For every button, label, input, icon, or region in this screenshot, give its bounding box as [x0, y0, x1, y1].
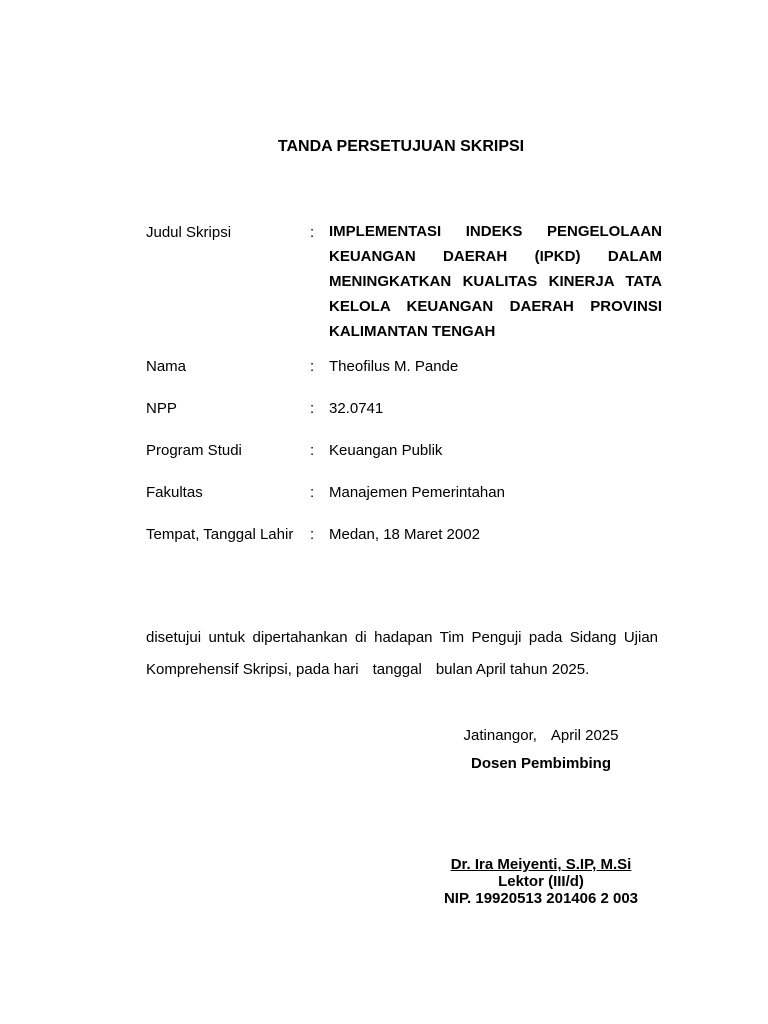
- field-value-judul: IMPLEMENTASI INDEKS PENGELOLAAN KEUANGAN DAERAH (IPKD) DALAM MENINGKATKAN KUALITAS KINERJA TATA KELOLA KEUANGAN DAERAH PROVINSI KALIMANTAN TENGAH: [329, 223, 662, 340]
- approval-paragraph: [146, 622, 658, 686]
- approval-text-2: tanggal: [372, 661, 422, 678]
- approval-text-1: disetujui untuk dipertahankan di hadapan Tim Penguji pada Sidang Ujian Komprehensif Skripsi, pada hari: [146, 629, 658, 678]
- field-value-fakultas: Manajemen Pemerintahan: [329, 484, 505, 501]
- field-value-ttl: Medan, 18 Maret 2002: [329, 526, 480, 543]
- signer-nip: NIP. 19920513 201406 2 003: [443, 890, 639, 907]
- field-colon: :: [310, 484, 315, 501]
- signature-date: April 2025: [550, 727, 619, 744]
- signature-block: [440, 856, 642, 907]
- field-label-fakultas: Fakultas: [146, 484, 203, 501]
- field-label-judul: Judul Skripsi: [146, 224, 232, 241]
- field-value-npp: 32.0741: [329, 400, 384, 417]
- signature-role: Dosen Pembimbing: [470, 755, 612, 772]
- signature-place-date: [440, 727, 642, 744]
- approval-text-3: bulan April tahun 2025.: [435, 661, 590, 678]
- field-label-ttl: Tempat, Tanggal Lahir: [146, 526, 294, 543]
- signer-rank: Lektor (III/d): [498, 873, 584, 890]
- field-colon: :: [310, 224, 315, 241]
- field-value-prodi: Keuangan Publik: [329, 442, 443, 459]
- field-colon: :: [310, 400, 315, 417]
- field-label-prodi: Program Studi: [146, 442, 242, 459]
- document-title: TANDA PERSETUJUAN SKRIPSI: [277, 138, 525, 155]
- field-colon: :: [310, 358, 315, 375]
- field-label-nama: Nama: [146, 358, 187, 375]
- field-value-nama: Theofilus M. Pande: [329, 358, 459, 375]
- signature-place: Jatinangor,: [463, 727, 537, 744]
- field-colon: :: [310, 442, 315, 459]
- signer-name: Dr. Ira Meiyenti, S.IP, M.Si: [450, 856, 632, 873]
- field-label-npp: NPP: [146, 400, 177, 417]
- field-colon: :: [310, 526, 315, 543]
